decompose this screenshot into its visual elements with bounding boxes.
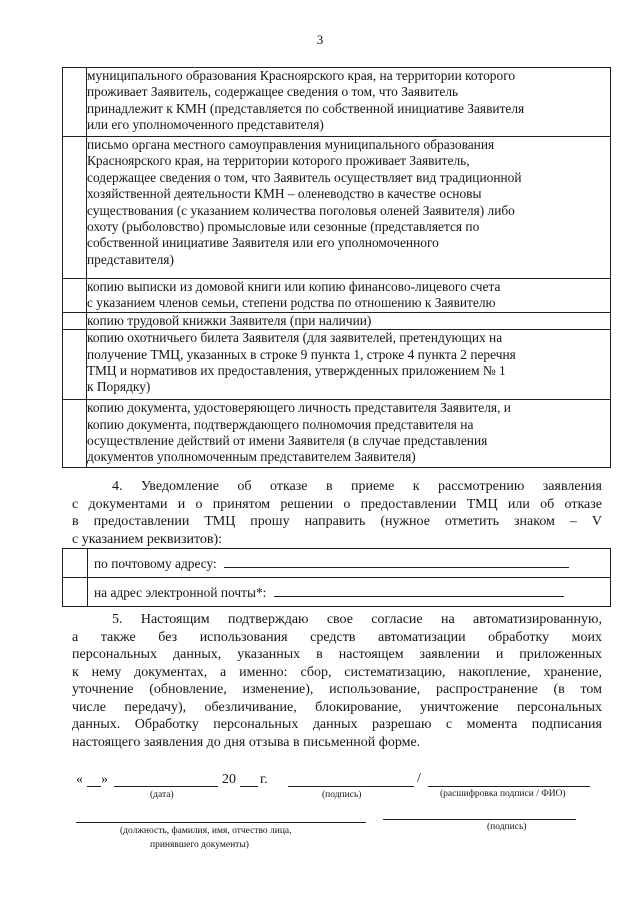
documents-table — [62, 67, 611, 468]
document-line: письмо органа местного самоуправления муниципального образования — [87, 137, 495, 152]
document-line: муниципального образования Красноярского края, на территории которого — [87, 68, 516, 83]
paragraph-line: а также без использования средств автоматизации обработку моих — [72, 629, 602, 645]
consent-paragraph — [72, 611, 602, 751]
document-line: хозяйственной деятельности КМН – оленеводство в качестве основы — [87, 186, 482, 202]
email-checkbox[interactable] — [63, 578, 88, 607]
month-field[interactable] — [114, 786, 218, 787]
page-number: 3 — [316, 32, 324, 47]
signature-slash: / — [417, 771, 421, 786]
official-details-field[interactable] — [76, 822, 366, 823]
document-line: копию выписки из домовой книги или копию финансово-лицевого счета — [87, 279, 501, 294]
contact-options-table — [62, 548, 611, 607]
document-line: копию трудовой книжки Заявителя (при наличии) — [87, 312, 372, 328]
document-description — [87, 312, 611, 329]
document-line: существования (с указанием количества поголовья оленей Заявителя) либо — [87, 202, 515, 218]
paragraph-line: данных. Обработку персональных данных разрешаю с момента подписания — [72, 717, 602, 732]
contact-option-email — [63, 578, 611, 607]
document-checkbox-cell[interactable] — [63, 312, 87, 329]
signature-decoding-field[interactable] — [428, 786, 590, 787]
email-address-field[interactable] — [274, 584, 564, 597]
document-line: собственной инициативе Заявителя или его уполномоченного — [87, 235, 439, 251]
document-row — [63, 137, 611, 279]
decoding-caption: (расшифровка подписи / ФИО) — [440, 789, 566, 799]
official-caption-line2: принявшего документы) — [150, 840, 249, 850]
email-label: на адрес электронной почты*: — [94, 584, 267, 600]
notification-paragraph — [72, 478, 602, 548]
document-line: проживает Заявитель, содержащее сведения о том, что Заявитель — [87, 84, 459, 100]
document-description — [87, 279, 611, 313]
document-description — [87, 68, 611, 137]
signature-field[interactable] — [288, 786, 414, 787]
paragraph-line: настоящего заявления до дня отзыва в письменной форме. — [72, 734, 421, 750]
document-description — [87, 400, 611, 468]
document-row — [63, 68, 611, 137]
contact-option-postal — [63, 549, 611, 578]
document-checkbox-cell[interactable] — [63, 279, 87, 313]
official-signature-field[interactable] — [383, 819, 576, 820]
document-line: ТМЦ и нормативов их предоставления, утвержденных приложением № 1 — [87, 363, 506, 379]
document-line: с указанием членов семьи, степени родства по отношению к Заявителю — [87, 295, 496, 311]
paragraph-line: 4. Уведомление об отказе в приеме к рассмотрению заявления — [112, 479, 602, 494]
document-line: копию документа, удостоверяющего личность представителя Заявителя, и — [87, 400, 511, 416]
day-field[interactable] — [87, 786, 101, 787]
document-row — [63, 330, 611, 400]
document-line: получение ТМЦ, указанных в строке 9 пункта 1, строке 4 пункта 2 перечня — [87, 346, 516, 362]
document-row — [63, 279, 611, 313]
official-caption-line1: (должность, фамилия, имя, отчество лица, — [120, 826, 292, 836]
document-row — [63, 400, 611, 468]
paragraph-line: персональных данных, указанных в настоящем заявлении и приложенных — [72, 647, 602, 662]
date-open-quote: « — [76, 772, 83, 787]
document-line: представителя) — [87, 251, 174, 267]
signature-caption: (подпись) — [322, 790, 362, 800]
document-line: осуществление действий от имени Заявителя (в случае представления — [87, 433, 488, 449]
document-line: копию охотничьего билета Заявителя (для заявителей, претендующих на — [87, 330, 503, 346]
document-description — [87, 137, 611, 279]
official-signature-caption: (подпись) — [487, 822, 527, 832]
document-line: к Порядку) — [87, 379, 151, 395]
document-checkbox-cell[interactable] — [63, 137, 87, 279]
document-line: документов уполномоченным представителем Заявителя) — [87, 449, 416, 465]
document-line: содержащее сведения о том, что Заявитель осуществляет вид традиционной — [87, 169, 522, 185]
document-checkbox-cell[interactable] — [63, 330, 87, 400]
document-line: или его уполномоченного представителя) — [87, 117, 324, 133]
document-line: копию документа, подтверждающего полномочия представителя на — [87, 416, 474, 432]
paragraph-line: с документами и о принятом решении о предоставлении ТМЦ или об отказе — [72, 496, 602, 512]
postal-label: по почтовому адресу: — [94, 555, 217, 571]
document-checkbox-cell[interactable] — [63, 68, 87, 137]
paragraph-line: уточнение (обновление, изменение), использование, распространение (в том — [72, 682, 602, 697]
document-description — [87, 330, 611, 400]
paragraph-line: 5. Настоящим подтверждаю свое согласие на автоматизированную, — [112, 612, 602, 627]
postal-address-field[interactable] — [224, 555, 569, 568]
document-checkbox-cell[interactable] — [63, 400, 87, 468]
paragraph-line: к нему документах, а именно: сбор, систематизацию, накопление, хранение, — [72, 664, 602, 680]
paragraph-line: с указанием реквизитов): — [72, 531, 223, 547]
paragraph-line: в предоставлении ТМЦ прошу направить (нужное отметить знаком – V — [72, 514, 602, 529]
document-line: охоту (рыболовство) промысловые или сезонные (представляется по — [87, 219, 480, 235]
year-field[interactable] — [240, 786, 258, 787]
document-line: Красноярского края, на территории которого проживает Заявитель, — [87, 153, 470, 169]
year-suffix: г. — [260, 772, 268, 787]
date-close-quote: » — [101, 772, 108, 787]
document-line: принадлежит к КМН (представляется по собственной инициативе Заявителя — [87, 100, 525, 116]
document-row — [63, 312, 611, 329]
year-prefix: 20 — [222, 772, 236, 787]
date-caption: (дата) — [150, 790, 174, 800]
postal-checkbox[interactable] — [63, 549, 88, 578]
paragraph-line: числе передачу), обезличивание, блокирование, уничтожение персональных — [72, 699, 602, 715]
